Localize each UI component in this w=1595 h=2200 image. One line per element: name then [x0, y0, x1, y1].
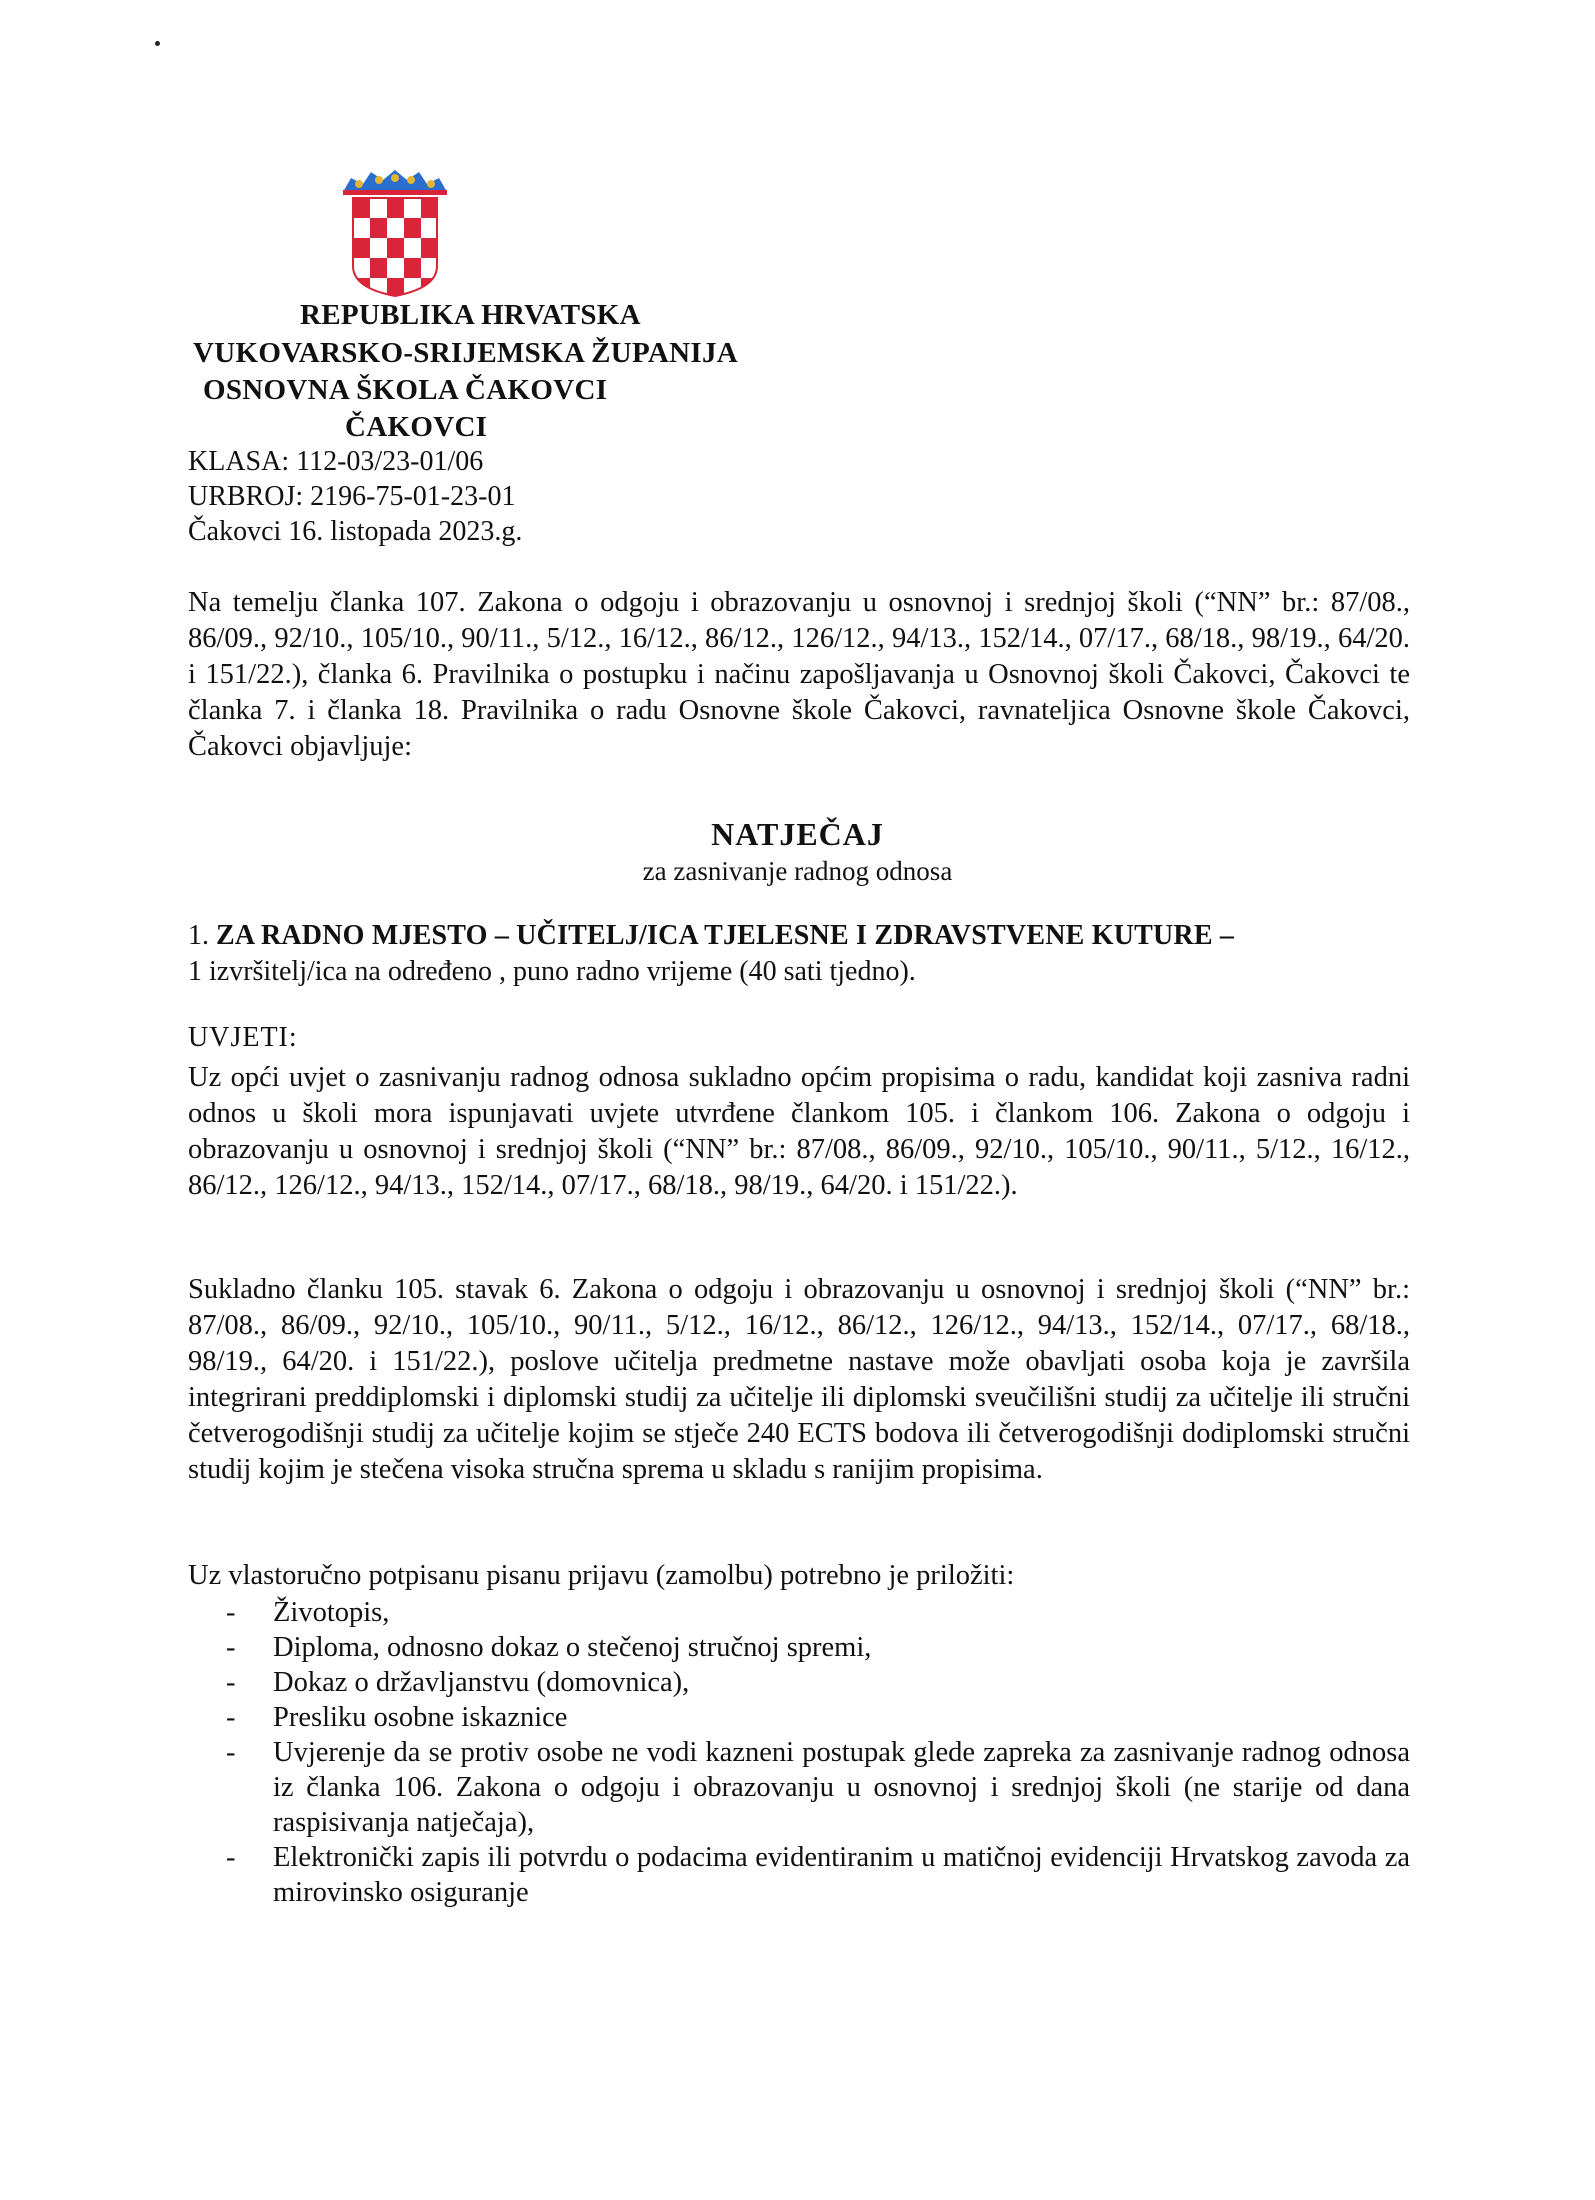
position-title: ZA RADNO MJESTO – UČITELJ/ICA TJELESNE I ZDRAVSTVENE KUTURE –	[216, 920, 1235, 951]
coat-of-arms-icon	[341, 168, 449, 298]
header-town: ČAKOVCI	[345, 411, 488, 443]
document-title: NATJEČAJ	[711, 816, 884, 852]
klasa-line: KLASA: 112-03/23-01/06	[188, 446, 484, 477]
position-detail: 1 izvršitelj/ica na određeno , puno radno vrijeme (40 sati tjedno).	[188, 956, 916, 987]
checkerboard-shield	[353, 198, 437, 298]
date-line: Čakovci 16. listopada 2023.g.	[188, 516, 523, 547]
qualification-paragraph: Sukladno članku 105. stavak 6. Zakona o odgoju i obrazovanju u osnovnoj i srednjoj školi (“NN” br.: 87/08., 86/09., 92/10., 105/10., 90/11., 5/12., 16/12., 86/12., 126/12., 94/13., 152/14., 07/17., 68/18., 98/19., 64/20. i 151/22.), poslove učitelja predmetne nastave može obavljati osoba koja je završila integrirani preddiplomski i diplomski studij za učitelje ili diplomski sveučilišni studij za učitelje ili stručni četverogodišnji studij za učitelje kojim se stječe 240 ECTS bodova ili četverogodišnji dodiplomski stručni studij kojim je stečena visoka stručna sprema u skladu s ranijim propisima.	[188, 1274, 1410, 1485]
intro-paragraph: Na temelju članka 107. Zakona o odgoju i obrazovanju u osnovnoj i srednjoj školi (“NN” br.: 87/08., 86/09., 92/10., 105/10., 90/11., 5/12., 16/12., 86/12., 126/12., 94/13., 152/14., 07/17., 68/18., 98/19., 64/20. i 151/22.), članka 6. Pravilnika o postupku i načinu zapošljavanja u Osnovnoj školi Čakovci, Čakovci te članka 7. i članka 18. Pravilnika o radu Osnovne škole Čakovci, ravnateljica Osnovne škole Čakovci, Čakovci objavljuje:	[188, 587, 1410, 762]
list-item: - Diploma, odnosno dokaz o stečenoj stručnoj spremi,	[188, 1630, 1410, 1665]
list-item: - Uvjerenje da se protiv osobe ne vodi kazneni postupak glede zapreka za zasnivanje radnog odnosa iz članka 106. Zakona o odgoju i obrazovanju u osnovnoj i srednjoj školi (ne starije od dana raspisivanja natječaja),	[188, 1735, 1410, 1840]
document-subtitle: za zasnivanje radnog odnosa	[642, 856, 953, 886]
list-item: - Elektronički zapis ili potvrdu o podacima evidentiranim u matičnoj evidenciji Hrvatskog zavoda za mirovinsko osiguranje	[188, 1840, 1410, 1910]
list-item: - Dokaz o državljanstvu (domovnica),	[188, 1665, 1410, 1700]
urbroj-line: URBROJ: 2196-75-01-23-01	[188, 481, 516, 512]
scan-speck	[155, 41, 160, 46]
position-number: 1.	[188, 920, 209, 951]
conditions-paragraph: Uz opći uvjet o zasnivanju radnog odnosa sukladno općim propisima o radu, kandidat koji zasniva radni odnos u školi mora ispunjavati uvjete utvrđene člankom 105. i člankom 106. Zakona o odgoju i obrazovanju u osnovnoj i srednjoj školi (“NN” br.: 87/08., 86/09., 92/10., 105/10., 90/11., 5/12., 16/12., 86/12., 126/12., 94/13., 152/14., 07/17., 68/18., 98/19., 64/20. i 151/22.).	[188, 1062, 1410, 1201]
list-item: - Presliku osobne iskaznice	[188, 1700, 1410, 1735]
crown-icon	[343, 170, 447, 195]
attachments-intro: Uz vlastoručno potpisanu pisanu prijavu (zamolbu) potrebno je priložiti:	[188, 1560, 1015, 1591]
header-county: VUKOVARSKO-SRIJEMSKA ŽUPANIJA	[193, 337, 739, 369]
attachments-list	[188, 1595, 1410, 1910]
list-item: - Životopis,	[188, 1595, 1410, 1630]
conditions-label: UVJETI:	[188, 1022, 298, 1053]
header-country: REPUBLIKA HRVATSKA	[300, 299, 641, 331]
position-heading	[188, 918, 1418, 990]
header-school: OSNOVNA ŠKOLA ČAKOVCI	[203, 374, 608, 406]
